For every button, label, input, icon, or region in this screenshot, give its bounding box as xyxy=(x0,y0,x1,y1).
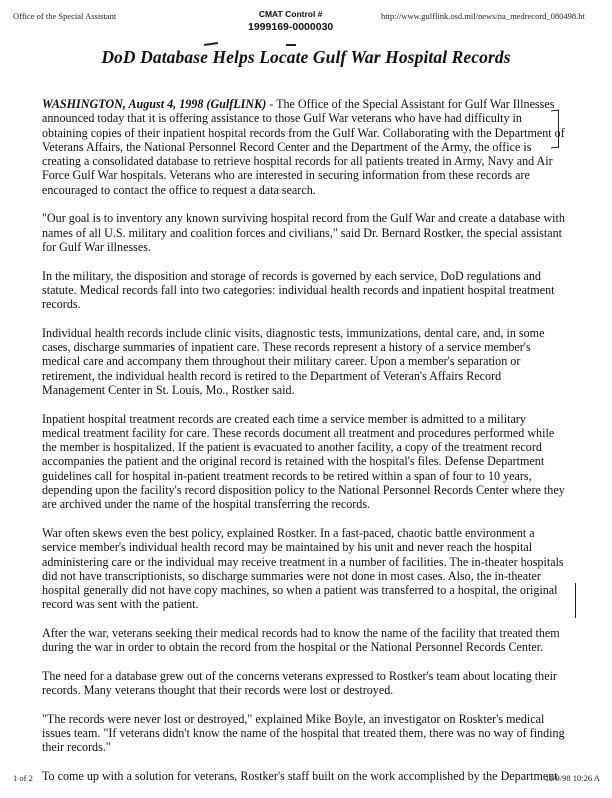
paragraph-text: - The Office of the Special Assistant for Gulf War Illnesses announced today that it is offering assistance to those Gulf War veterans who have had difficulty in obtaining copies of their inpatient hospital records from the Gulf War. Collaborating with the Department of Veterans Affairs, the National Personnel Record Center and the Department of the Army, the office is creating a consolidated database to retrieve hospital records for all patients treated in Army, Navy and Air Force Gulf War hospitals. Veterans who are interested in securing information from these records are encouraged to contact the office to request a data search. xyxy=(42,97,565,197)
margin-change-bar xyxy=(575,583,576,618)
paragraph-8: The need for a database grew out of the concerns veterans expressed to Rostker's team about locating their records. Many veterans thought that their records were lost or destroyed. xyxy=(42,668,557,698)
page-number: 1 of 2 xyxy=(13,773,33,783)
article-body xyxy=(42,97,567,798)
dateline: WASHINGTON, August 4, 1998 (GulfLINK) xyxy=(42,97,267,111)
print-timestamp: 11/9/98 10:26 A xyxy=(545,773,600,783)
cmat-control-number: 1999169-0000030 xyxy=(248,21,334,33)
paragraph-4: Individual health records include clinic visits, diagnostic tests, immunizations, dental care, and, in some cases, discharge summaries of inpatient care. These records represent a history of a service member's medical care and accompany them throughout their military career. Upon a member's separation or retirement, the individual health record is retired to the Department of Veteran's Affairs Record Management Center in St. Louis, Mo., Rostker said. xyxy=(42,325,545,397)
scan-mark xyxy=(286,44,296,46)
margin-bracket-mark xyxy=(551,110,559,149)
paragraph-6: War often skews even the best policy, explained Rostker. In a fast-paced, chaotic battle environment a service member's individual health record may be maintained by his unit and never reach the hospital administering care or the individual may receive treatment in a number of facilities. The in-theater hospitals did not have transcriptionists, so discharge summaries were not done in most cases. Also, the in-theater hospital generally did not have copy machines, so when a patient was transferred to a hospital, the original record was sent with the patient. xyxy=(42,525,564,612)
scan-mark xyxy=(204,42,218,46)
paragraph-7: After the war, veterans seeking their medical records had to know the name of the facility that treated them during the war in order to obtain the record from the hospital or the National Personnel Records Center. xyxy=(42,625,560,655)
paragraph-2: "Our goal is to inventory any known surviving hospital record from the Gulf War and create a database with names of all U.S. military and coalition forces and civilians," said Dr. Bernard Rostker, the special assistant for Gulf War illnesses. xyxy=(42,211,565,254)
cmat-control-block xyxy=(248,9,333,33)
header-office-name: Office of the Special Assistant xyxy=(13,11,117,21)
paragraph-10: To come up with a solution for veterans, Rostker's staff built on the work accomplished by the Department xyxy=(42,768,558,783)
cmat-control-label: CMAT Control # xyxy=(258,9,323,19)
paragraph-9: "The records were never lost or destroyed," explained Mike Boyle, an investigator on Roskter's medical issues team. "If veterans didn't know the name of the hospital that treated them, there was no way of finding their records." xyxy=(42,711,565,755)
paragraph-5: Inpatient hospital treatment records are created each time a service member is admitted to a military medical treatment facility for care. These records document all treatment and procedures performed while the member is hospitalized. If the patient is evacuated to another facility, a copy of the treatment record accompanies the patient and the original record is retained with the hospital's files. Defense Department guidelines call for hospital in-patient treatment records to be retired within a span of four to 10 years, depending upon the facility's record disposition policy to the National Personnel Records Center where they are archived under the name of the hospital transferring the records. xyxy=(42,411,565,512)
article-title: DoD Database Helps Locate Gulf War Hospital Records xyxy=(101,47,511,67)
header-url[interactable]: http://www.gulflink.osd.mil/news/na_medrecord_080498.ht xyxy=(381,11,585,21)
paragraph-3: In the military, the disposition and storage of records is governed by each service, DoD regulations and statute. Medical records fall into two categories: individual health records and inpatient hospital treatment records. xyxy=(42,268,555,312)
paragraph-1 xyxy=(42,97,567,197)
